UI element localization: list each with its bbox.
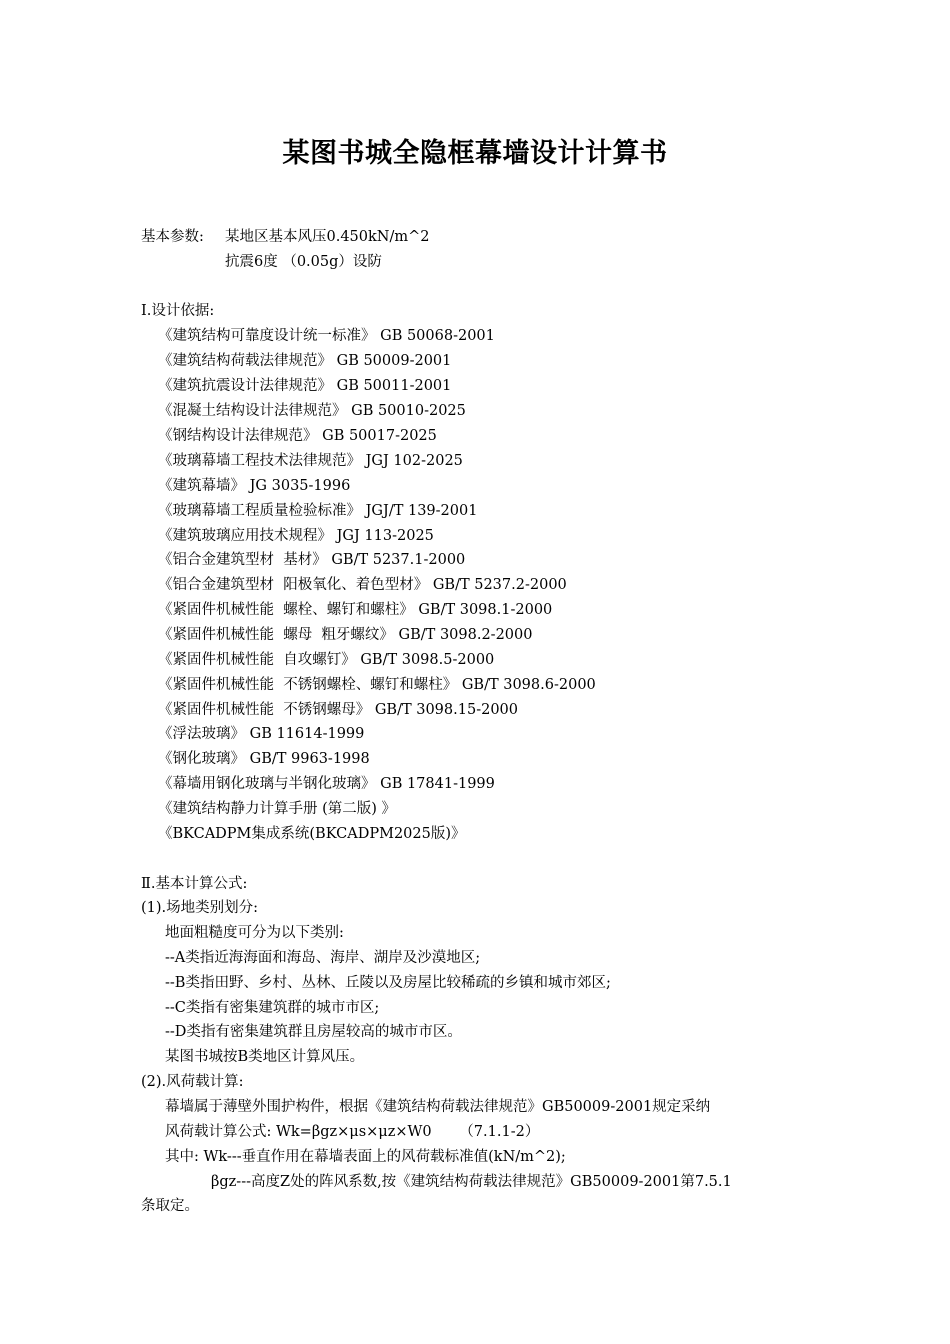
paragraph-line: 某图书城按B类地区计算风压。 (165, 1049, 365, 1065)
reference-item: 《建筑玻璃应用技术规程》 JGJ 113-2025 (158, 528, 434, 544)
paragraph-line: βgz---高度Z处的阵风系数,按《建筑结构荷载法律规范》GB50009-2001第7.5.1 (211, 1174, 732, 1190)
subsection-site-class-heading: (1).场地类别划分: (141, 900, 259, 916)
paragraph-line: 其中: Wk---垂直作用在幕墙表面上的风荷载标准值(kN/m^2); (165, 1149, 566, 1165)
reference-item: 《建筑结构静力计算手册 (第二版) 》 (158, 801, 397, 817)
formula-line: 风荷载计算公式: Wk=βgz×μs×μz×W0 （7.1.1-2） (165, 1124, 540, 1140)
reference-item: 《紧固件机械性能 螺母 粗牙螺纹》 GB/T 3098.2-2000 (158, 627, 533, 643)
reference-item: 《钢化玻璃》 GB/T 9963-1998 (158, 751, 370, 767)
section-2-heading: Ⅱ.基本计算公式: (141, 876, 248, 892)
section-1-heading: Ⅰ.设计依据: (141, 303, 215, 319)
reference-item: 《混凝土结构设计法律规范》 GB 50010-2025 (158, 403, 466, 419)
reference-item: 《建筑抗震设计法律规范》 GB 50011-2001 (158, 378, 452, 394)
subsection-wind-load-heading: (2).风荷载计算: (141, 1074, 244, 1090)
paragraph-line: 幕墙属于薄壁外围护构件，根据《建筑结构荷载法律规范》GB50009-2001规定采纳 (165, 1099, 711, 1115)
paragraph-line: 条取定。 (141, 1198, 199, 1214)
paragraph-line: --A类指近海海面和海岛、海岸、湖岸及沙漠地区; (165, 950, 481, 966)
reference-item: 《建筑结构可靠度设计统一标准》 GB 50068-2001 (158, 328, 495, 344)
reference-item: 《紧固件机械性能 自攻螺钉》 GB/T 3098.5-2000 (158, 652, 495, 668)
reference-item: 《铝合金建筑型材 阳极氧化、着色型材》 GB/T 5237.2-2000 (158, 577, 567, 593)
reference-item: 《钢结构设计法律规范》 GB 50017-2025 (158, 428, 437, 444)
basic-params-label: 基本参数: (141, 229, 209, 245)
basic-params-wind-pressure: 某地区基本风压0.450kN/m^2 (225, 229, 430, 245)
reference-item: 《玻璃幕墙工程质量检验标准》 JGJ/T 139-2001 (158, 503, 478, 519)
reference-item: 《玻璃幕墙工程技术法律规范》 JGJ 102-2025 (158, 453, 463, 469)
reference-item: 《紧固件机械性能 螺栓、螺钉和螺柱》 GB/T 3098.1-2000 (158, 602, 553, 618)
reference-item: 《紧固件机械性能 不锈钢螺母》 GB/T 3098.15-2000 (158, 702, 518, 718)
reference-item: 《铝合金建筑型材 基材》 GB/T 5237.1-2000 (158, 552, 466, 568)
basic-params-seismic: 抗震6度 （0.05g）设防 (225, 254, 382, 270)
paragraph-line: --B类指田野、乡村、丛林、丘陵以及房屋比较稀疏的乡镇和城市郊区; (165, 975, 611, 991)
paragraph-line: --C类指有密集建筑群的城市市区; (165, 1000, 380, 1016)
document-title: 某图书城全隐框幕墙设计计算书 (282, 138, 668, 169)
reference-item: 《浮法玻璃》 GB 11614-1999 (158, 726, 365, 742)
reference-item: 《紧固件机械性能 不锈钢螺栓、螺钉和螺柱》 GB/T 3098.6-2000 (158, 677, 596, 693)
reference-item: 《建筑结构荷载法律规范》 GB 50009-2001 (158, 353, 452, 369)
paragraph-line: --D类指有密集建筑群且房屋较高的城市市区。 (165, 1024, 462, 1040)
reference-item: 《BKCADPM集成系统(BKCADPM2025版)》 (158, 826, 466, 842)
paragraph-line: 地面粗糙度可分为以下类别: (165, 925, 344, 941)
reference-item: 《幕墙用钢化玻璃与半钢化玻璃》 GB 17841-1999 (158, 776, 495, 792)
reference-item: 《建筑幕墙》 JG 3035-1996 (158, 478, 351, 494)
